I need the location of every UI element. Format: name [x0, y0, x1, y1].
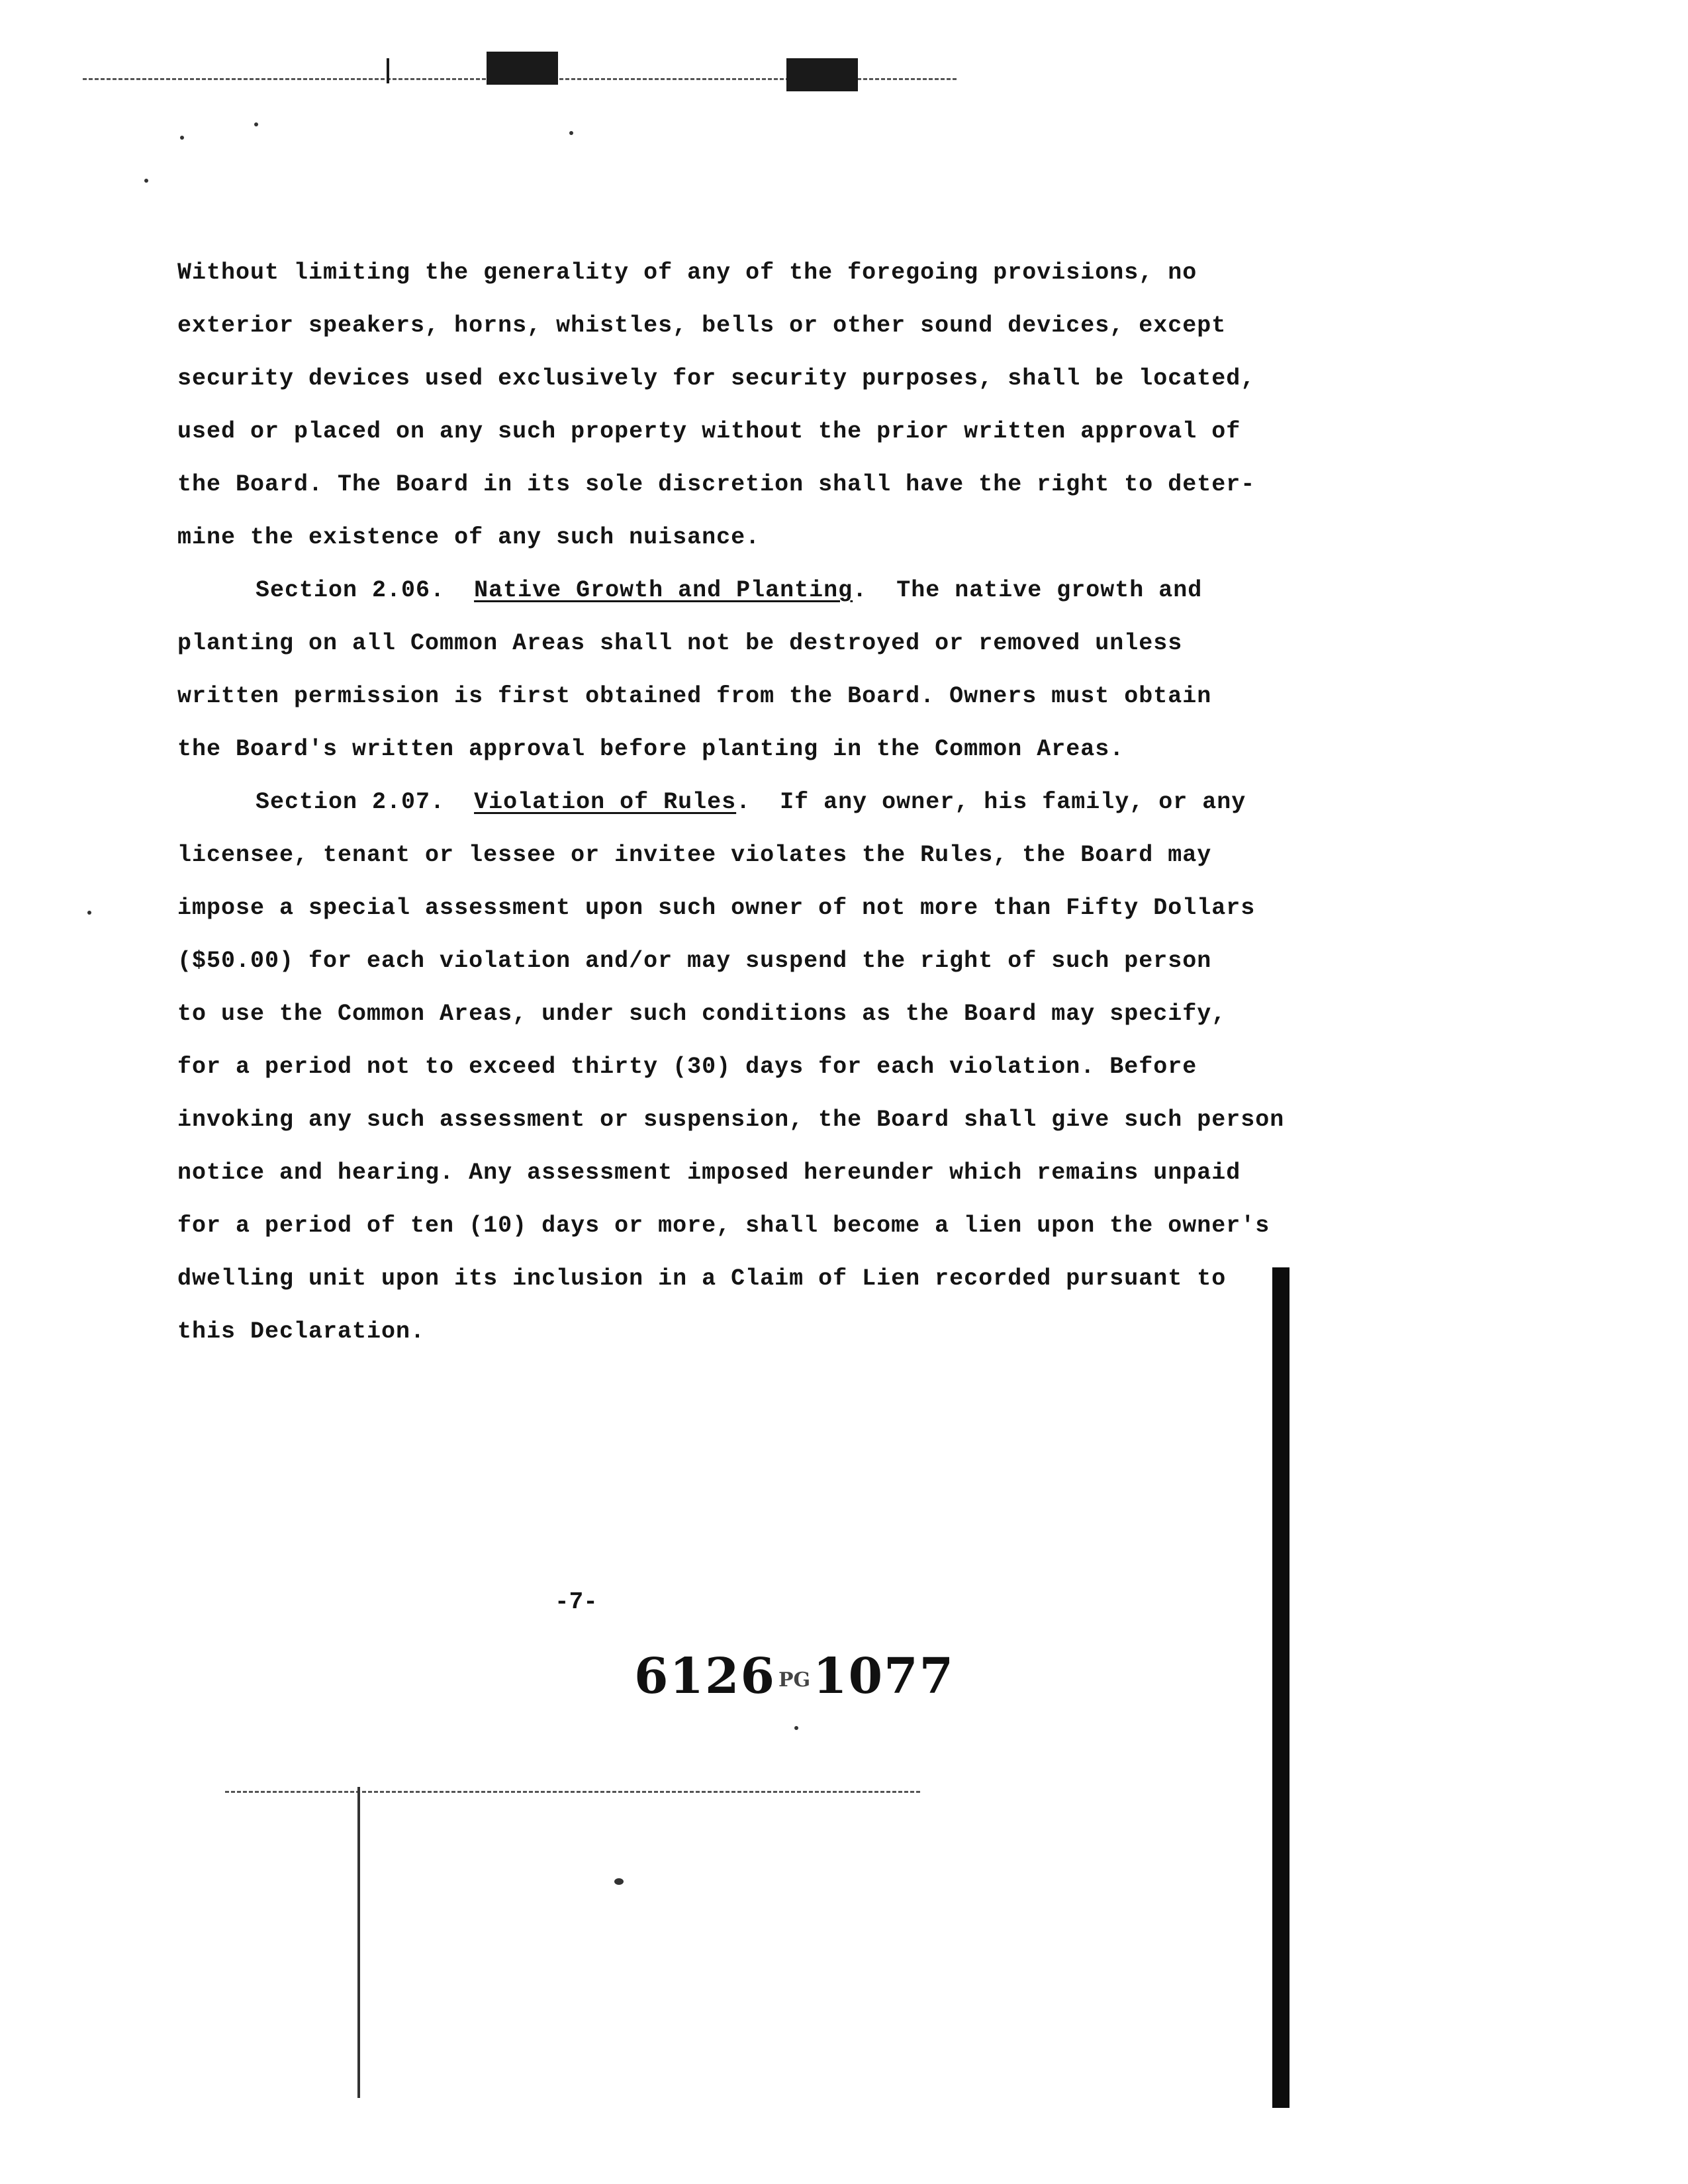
section-heading-line	[177, 564, 1203, 617]
text-line: security devices used exclusively for security purposes, shall be located,	[177, 365, 1256, 392]
stamp-separator: PG	[778, 1668, 811, 1692]
scan-speck	[254, 122, 258, 126]
section-number: Section 2.06.	[256, 577, 445, 604]
text-line: used or placed on any such property without the prior written approval of	[177, 418, 1241, 445]
text-line: planting on all Common Areas shall not be destroyed or removed unless	[177, 630, 1183, 657]
text-line: the Board. The Board in its sole discretion shall have the right to deter-	[177, 471, 1256, 498]
section-title-period: .	[736, 789, 751, 815]
scan-artifact-right-margin-bar	[1272, 1267, 1289, 2108]
section-2-06	[177, 564, 1212, 776]
scan-speck	[794, 1726, 798, 1730]
page-reference: 1077	[813, 1648, 955, 1705]
scan-speck	[614, 1878, 624, 1885]
scan-speck	[180, 136, 184, 140]
book-number: 6126	[634, 1648, 776, 1705]
text-line: dwelling unit upon its inclusion in a Claim of Lien recorded pursuant to	[177, 1265, 1227, 1292]
text-line: this Declaration.	[177, 1318, 426, 1345]
section-title-period: .	[853, 577, 868, 604]
text-line: mine the existence of any such nuisance.	[177, 524, 761, 551]
text-line: to use the Common Areas, under such conditions as the Board may specify,	[177, 1001, 1227, 1027]
text-line: the Board's written approval before planting in the Common Areas.	[177, 736, 1125, 762]
text-line: impose a special assessment upon such owner of not more than Fifty Dollars	[177, 895, 1256, 921]
scan-speck	[144, 179, 148, 183]
text-line: written permission is first obtained from the Board. Owners must obtain	[177, 683, 1212, 709]
document-body	[177, 246, 1285, 1358]
scan-speck	[569, 131, 573, 135]
scan-speck	[87, 911, 91, 915]
section-2-07	[177, 776, 1285, 1358]
scan-artifact-top-block-2	[786, 58, 858, 91]
scan-artifact-bottom-dashes	[225, 1791, 920, 1793]
paragraph-nuisance-devices	[177, 246, 1256, 564]
section-text: If any owner, his family, or any	[780, 789, 1246, 815]
scan-artifact-top-block-1	[487, 52, 558, 85]
text-line: notice and hearing. Any assessment imposed hereunder which remains unpaid	[177, 1160, 1241, 1186]
text-line: licensee, tenant or lessee or invitee violates the Rules, the Board may	[177, 842, 1212, 868]
page-number: -7-	[555, 1588, 598, 1615]
section-heading-line	[177, 776, 1246, 829]
text-line: for a period not to exceed thirty (30) days for each violation. Before	[177, 1054, 1197, 1080]
text-line: invoking any such assessment or suspension, the Board shall give such person	[177, 1107, 1285, 1133]
section-title: Violation of Rules	[474, 789, 737, 815]
text-line: exterior speakers, horns, whistles, bells or other sound devices, except	[177, 312, 1227, 339]
book-page-stamp	[634, 1648, 955, 1705]
section-title: Native Growth and Planting	[474, 577, 853, 604]
section-text: The native growth and	[896, 577, 1203, 604]
text-line: Without limiting the generality of any of the foregoing provisions, no	[177, 259, 1197, 286]
text-line: for a period of ten (10) days or more, shall become a lien upon the owner's	[177, 1212, 1270, 1239]
scan-artifact-top-tick	[387, 58, 389, 83]
text-line: ($50.00) for each violation and/or may suspend the right of such person	[177, 948, 1212, 974]
scan-artifact-bottom-vertical-line	[357, 1787, 360, 2098]
section-number: Section 2.07.	[256, 789, 445, 815]
